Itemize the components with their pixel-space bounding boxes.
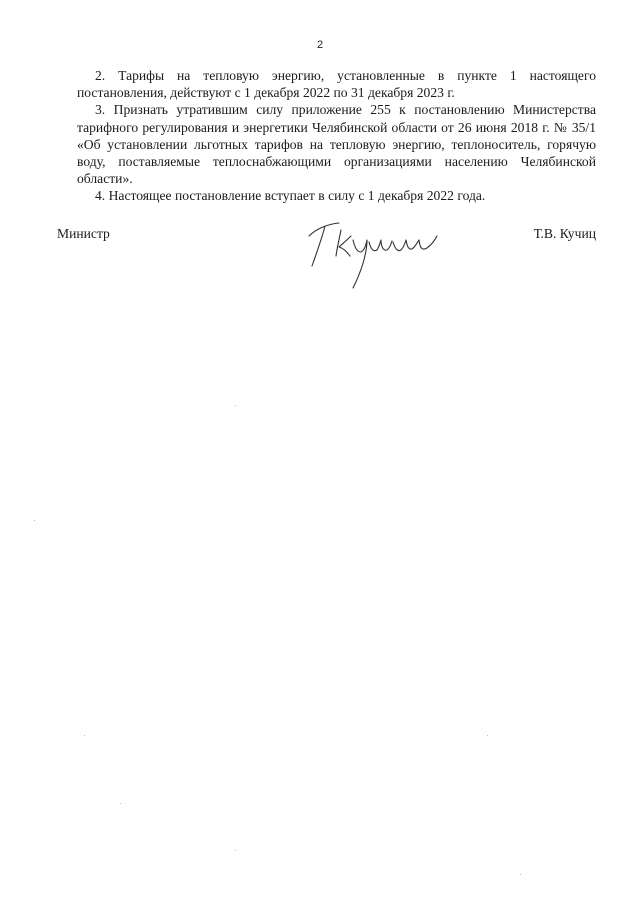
signer-name: Т.В. Кучиц: [533, 226, 596, 241]
paragraph-3: 3. Признать утратившим силу приложение 255 к постановлению Министерства тарифного регулирования и энергетики Челябинской области от 26 июня 2018 г. № 35/1 «Об установлении льготных тарифов на тепловую энергию, теплоноситель, горячую воду, поставляемые теплоснабжающими организациями населению Челябинской области».: [77, 102, 596, 187]
paragraph-4: 4. Настоящее постановление вступает в силу с 1 декабря 2022 года.: [95, 188, 486, 204]
handwritten-signature: [303, 214, 443, 292]
page-number: 2: [316, 39, 324, 51]
paragraph-2: 2. Тарифы на тепловую энергию, установленные в пункте 1 настоящего постановления, действуют с 1 декабря 2022 по 31 декабря 2023 г.: [77, 68, 596, 101]
scan-speck: [84, 735, 85, 736]
scan-speck: [520, 874, 521, 875]
document-body: [77, 67, 596, 205]
scan-speck: [235, 850, 236, 851]
scan-speck: [235, 405, 236, 406]
scan-speck: [120, 803, 121, 804]
signature-block: [57, 226, 596, 296]
scan-speck: [487, 735, 488, 736]
scan-speck: [34, 520, 35, 521]
signer-position: Министр: [57, 226, 110, 241]
